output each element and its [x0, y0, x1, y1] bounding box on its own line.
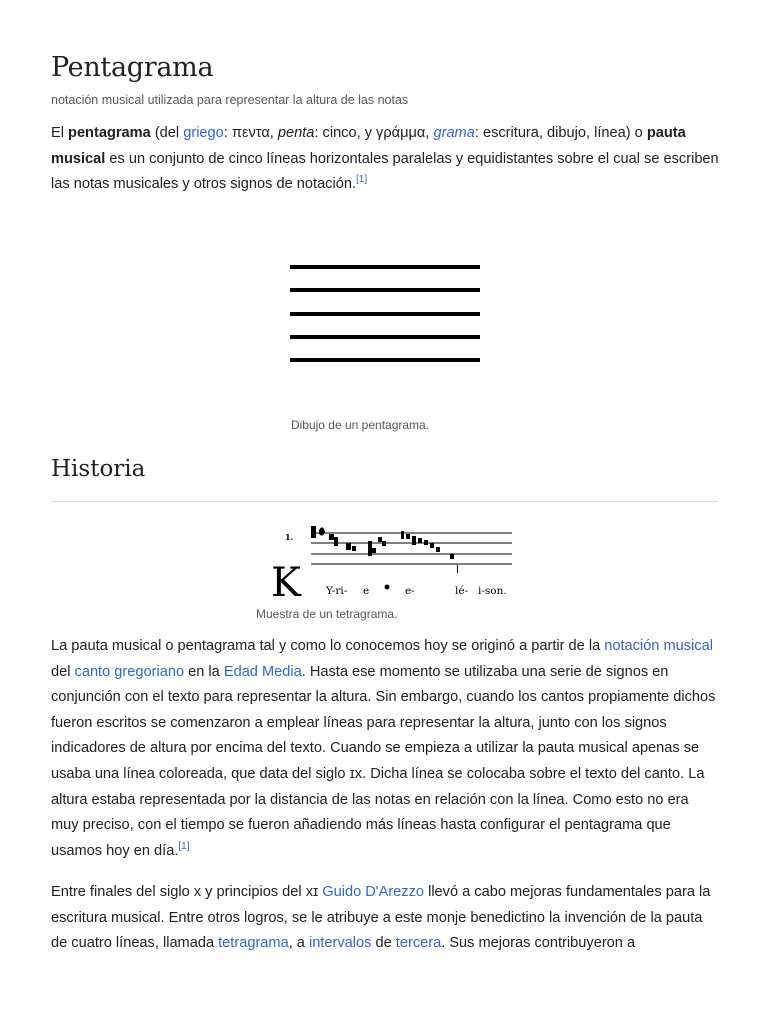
link-griego[interactable]: griego — [183, 125, 224, 141]
tetragrama-lines — [311, 533, 512, 564]
link-tercera[interactable]: tercera — [395, 935, 442, 952]
figure-caption: Dibujo de un pentagrama. — [290, 418, 430, 432]
chant-lyrics — [325, 585, 507, 597]
svg-text:i-son.: i-son. — [478, 585, 507, 597]
svg-text:e: e — [363, 585, 370, 597]
link-canto-gregoriano[interactable]: canto gregoriano — [74, 663, 185, 680]
historia-paragraph-1: La pauta musical o pentagrama tal y como lo conocemos hoy se originó a partir de la notación musical del canto gregoriano en la Edad Media. Hasta ese momento se utilizaba una serie de signos en conjunción con el texto para representar la altura. Sin embargo, cuando los cantos propiamente dichos fueron escritos se comenzaron a emplear líneas para representar la altura, junto con los signos indicadores de altura por encima del texto. Cuando se empieza a utilizar la pauta musical apenas se usaba una línea coloreada, que data del siglo ɪx. Dicha línea se colocaba sobre el texto del canto. La altura estaba representada por la distancia de las notas en relación con la línea. Como esto no era muy preciso, con el tiempo se fueron añadiendo más líneas hasta configurar el pentagrama que usamos hoy en día.[1] — [51, 638, 716, 859]
reference-link[interactable]: [1] — [178, 840, 190, 852]
link-guido-darezzo[interactable]: Guido D'Arezzo — [322, 884, 425, 900]
svg-text:Y-ri-: Y-ri- — [326, 585, 348, 597]
staff-line — [290, 265, 480, 269]
link-intervalos[interactable]: intervalos — [308, 935, 372, 952]
section-heading-historia: Historia — [51, 456, 146, 482]
reference-link[interactable]: [1] — [356, 174, 368, 186]
link-tetragrama[interactable]: tetragrama — [218, 935, 289, 952]
link-grama[interactable]: grama — [433, 125, 475, 141]
chant-number: 1. — [285, 532, 294, 542]
staff-line — [290, 358, 480, 362]
tetragrama-illustration[interactable] — [268, 520, 518, 604]
link-edad-media[interactable]: Edad Media — [223, 663, 302, 680]
figure-caption: Muestra de un tetragrama. — [256, 607, 398, 621]
page-subtitle: notación musical utilizada para representar la altura de las notas — [51, 93, 409, 107]
term-pentagrama: pentagrama — [68, 125, 151, 141]
svg-text:lé-: lé- — [455, 585, 469, 597]
staff-line — [290, 312, 480, 316]
link-notacion-musical[interactable]: notación musical — [604, 638, 713, 654]
staff-line — [290, 288, 480, 292]
section-divider — [51, 501, 718, 502]
chant-dot — [385, 585, 390, 590]
pentagrama-illustration[interactable] — [290, 265, 480, 365]
chant-initial: K — [271, 560, 301, 604]
term-pauta-musical: pauta musical — [51, 125, 686, 167]
svg-text:e-: e- — [405, 585, 415, 597]
staff-line — [290, 335, 480, 339]
page-title: Pentagrama — [51, 52, 214, 83]
intro-paragraph: El pentagrama (del griego: πεντα, penta: cinco, y γράμμα, grama: escritura, dibujo, línea) o pauta musical es un conjunto de cinco líneas horizontales paralelas y equidistantes sobre el cual se escriben las notas musicales y otros signos de notación.[1] — [51, 125, 719, 193]
historia-paragraph-2: Entre finales del siglo x y principios del xɪ Guido D'Arezzo llevó a cabo mejoras fundamentales para la escritura musical. Entre otros logros, se le atribuye a este monje benedictino la invención de la pauta de cuatro líneas, llamada tetragrama, a intervalos de tercera. Sus mejoras contribuyeron a — [51, 884, 711, 952]
